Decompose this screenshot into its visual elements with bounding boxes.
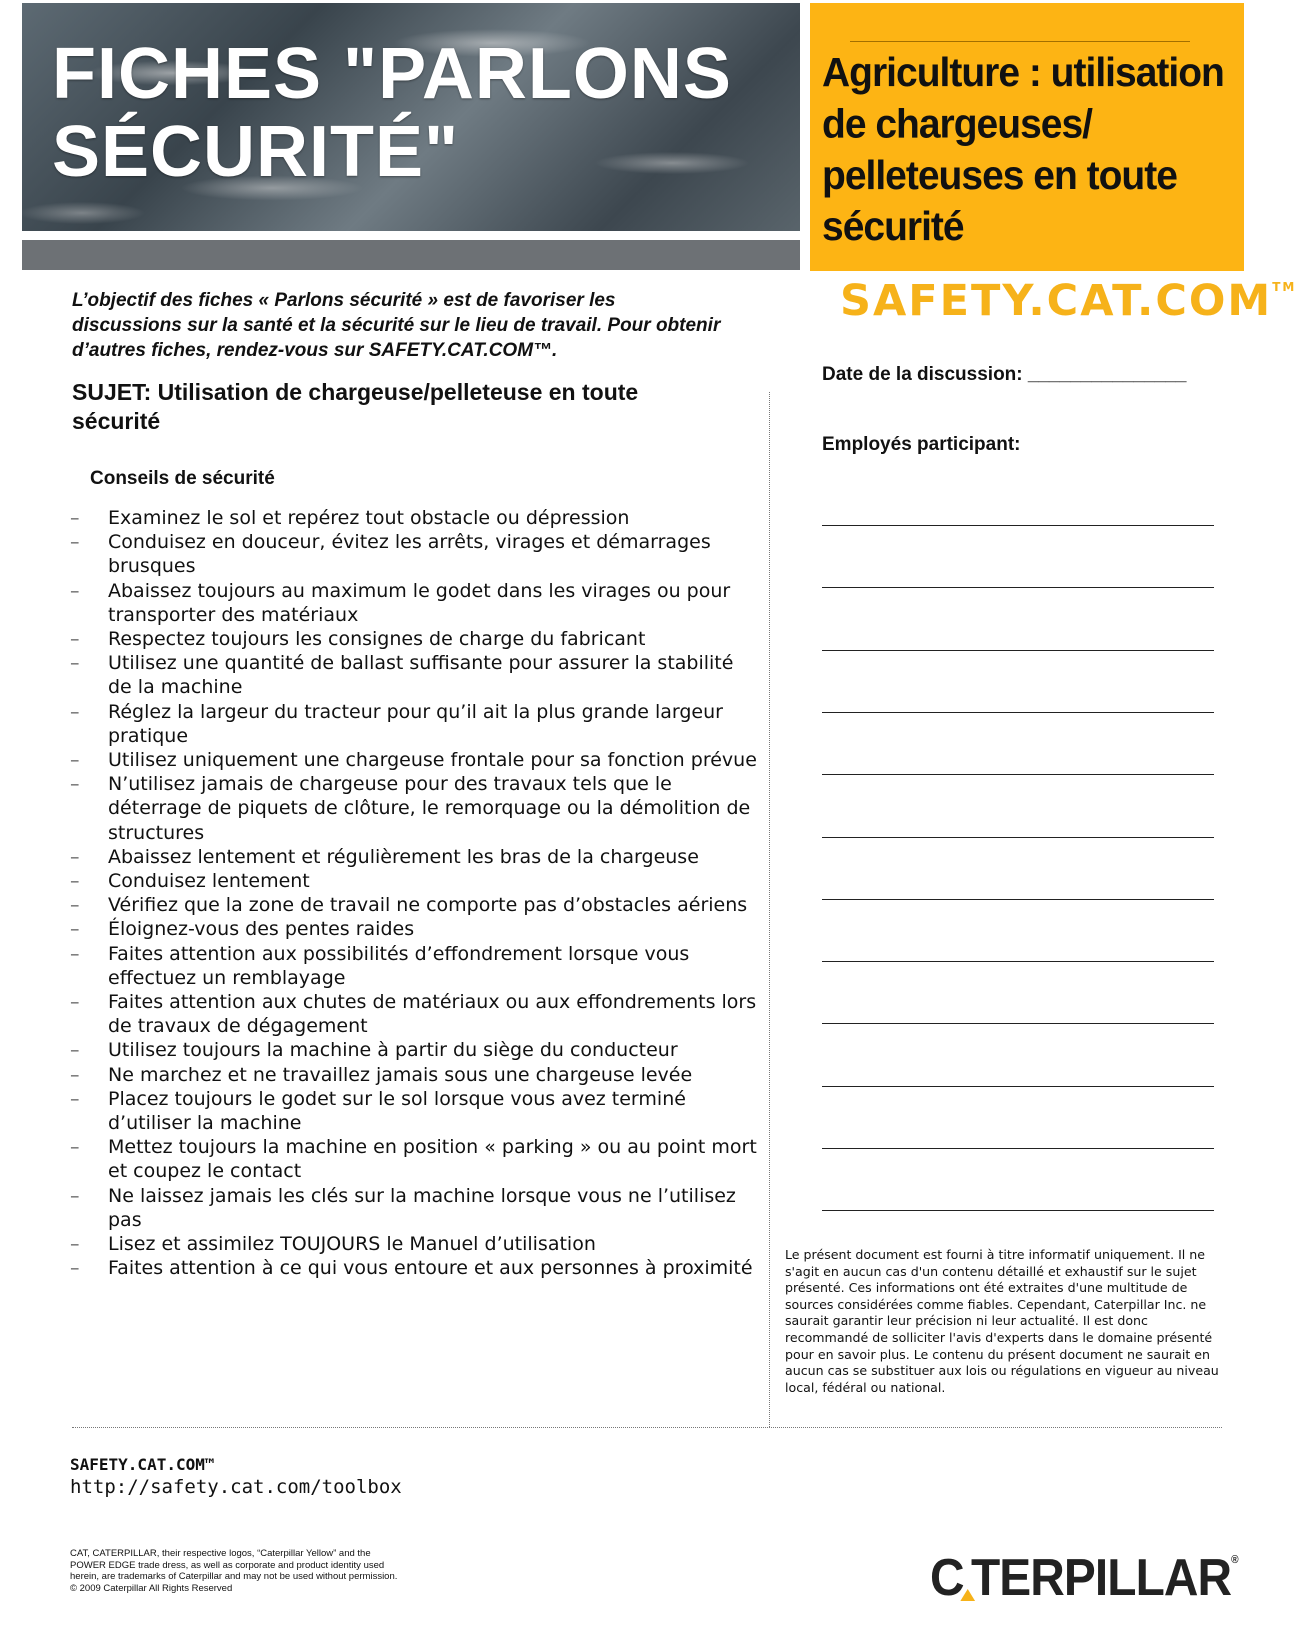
tip-dash-marker: –: [70, 700, 80, 723]
tip-item: [70, 579, 760, 627]
safety-cat-logo-tm: TM: [1272, 280, 1296, 294]
signature-line[interactable]: [822, 837, 1214, 838]
tip-item: [70, 893, 760, 917]
signature-line[interactable]: [822, 650, 1214, 651]
tip-text: N’utilisez jamais de chargeuse pour des travaux tels que le déterrage de piquets de clôture, le remorquage ou la démolition de structures: [108, 773, 751, 844]
tip-text: Conduisez en douceur, évitez les arrêts, virages et démarrages brusques: [108, 531, 711, 578]
tip-dash-marker: –: [70, 894, 80, 917]
tip-text: Ne laissez jamais les clés sur la machine lorsque vous ne l’utilisez pas: [108, 1184, 736, 1231]
caterpillar-logo-text-a: C: [930, 1549, 964, 1607]
discussion-date-field: Date de la discussion: _______________: [822, 364, 1187, 385]
header-banner: [22, 3, 800, 231]
tip-dash-marker: –: [70, 749, 80, 772]
disclaimer-text: Le présent document est fourni à titre informatif uniquement. Il ne s'agit en aucun cas d'un contenu détaillé et exhaustif sur le sujet présenté. Ces informations ont été extraites d'une multitude de sources considérées comme fiables. Cependant, Caterpillar Inc. ne saurait garantir leur précision ni leur actualité. Il est donc recommandé de solliciter l'avis d'experts dans le domaine présenté pour en savoir plus. Le contenu du présent document ne saurait en aucun cas se substituer aux lois ou régulations en vigueur au niveau local, fédéral ou national.: [785, 1247, 1219, 1395]
caterpillar-logo: [930, 1548, 1238, 1608]
tip-text: Utilisez toujours la machine à partir du siège du conducteur: [108, 1039, 678, 1062]
employees-label: Employés participant:: [822, 434, 1021, 455]
tip-text: Abaissez toujours au maximum le godet dans les virages ou pour transporter des matériaux: [108, 579, 731, 626]
tip-dash-marker: –: [70, 507, 80, 529]
tip-text: Vérifiez que la zone de travail ne comporte pas d’obstacles aériens: [108, 894, 748, 917]
tip-dash-marker: –: [70, 991, 80, 1014]
caterpillar-logo-reg: ®: [1231, 1554, 1238, 1566]
footer-url-link[interactable]: http://safety.cat.com/toolbox: [70, 1476, 402, 1498]
tip-item: [70, 651, 760, 699]
tip-item: [70, 917, 760, 941]
tip-text: Mettez toujours la machine en position « parking » ou au point mort et coupez le contact: [108, 1136, 757, 1183]
signature-line[interactable]: [822, 1210, 1214, 1211]
tip-text: Réglez la largeur du tracteur pour qu’il ait la plus grande largeur pratique: [108, 700, 723, 747]
tip-dash-marker: –: [70, 1136, 80, 1159]
tip-dash-marker: –: [70, 1063, 80, 1086]
tip-text: Utilisez uniquement une chargeuse frontale pour sa fonction prévue: [108, 749, 757, 772]
tip-item: [70, 1256, 760, 1280]
legal-notice: CAT, CATERPILLAR, their respective logos, “Caterpillar Yellow” and the POWER EDGE trade dress, as well as corporate and product identity used herein, are trademarks of Caterpillar and may not be used without permission. © 2009 Caterpillar All Rights Reserved: [70, 1548, 398, 1594]
tip-dash-marker: –: [70, 942, 80, 965]
signature-line[interactable]: [822, 1086, 1214, 1087]
tip-text: Lisez et assimilez TOUJOURS le Manuel d’utilisation: [108, 1233, 596, 1256]
safety-cat-logo-text: SAFETY.CAT.COM: [840, 276, 1273, 326]
signature-line[interactable]: [822, 1023, 1214, 1024]
tip-item: [70, 627, 760, 651]
signature-line[interactable]: [822, 525, 1214, 526]
tip-dash-marker: –: [70, 845, 80, 868]
tip-text: Ne marchez et ne travaillez jamais sous une chargeuse levée: [108, 1063, 693, 1086]
tip-dash-marker: –: [70, 531, 80, 554]
tip-item: [70, 530, 760, 578]
tip-item: [70, 700, 760, 748]
tip-dash-marker: –: [70, 773, 80, 796]
subject-heading: SUJET: Utilisation de chargeuse/pelleteuse en toute sécurité: [72, 379, 639, 434]
tip-dash-marker: –: [70, 1233, 80, 1256]
tip-dash-marker: –: [70, 918, 80, 941]
tip-item: [70, 1184, 760, 1232]
tip-text: Respectez toujours les consignes de charge du fabricant: [108, 628, 646, 651]
tip-dash-marker: –: [70, 1039, 80, 1062]
footer-divider: [72, 1427, 1222, 1428]
safety-cat-logo: [840, 276, 1296, 326]
caterpillar-triangle-icon: [960, 1589, 975, 1601]
signature-line[interactable]: [822, 587, 1214, 588]
tip-dash-marker: –: [70, 870, 80, 893]
tip-text: Utilisez une quantité de ballast suffisante pour assurer la stabilité de la machine: [108, 652, 734, 699]
signature-line[interactable]: [822, 1148, 1214, 1149]
tip-text: Faites attention à ce qui vous entoure et aux personnes à proximité: [108, 1257, 753, 1280]
safety-tips-list: [70, 506, 760, 1281]
tip-text: Conduisez lentement: [108, 870, 310, 893]
tip-text: Abaissez lentement et régulièrement les bras de la chargeuse: [108, 845, 699, 868]
tip-item: [70, 845, 760, 869]
footer-brand: SAFETY.CAT.COM™: [70, 1455, 215, 1474]
tip-dash-marker: –: [70, 652, 80, 675]
tip-item: [70, 942, 760, 990]
tip-item: [70, 990, 760, 1038]
topic-box-rule: [850, 41, 1190, 42]
tip-item: [70, 1038, 760, 1062]
tip-text: Faites attention aux chutes de matériaux ou aux effondrements lors de travaux de dégagement: [108, 991, 757, 1038]
tip-text: Faites attention aux possibilités d’effondrement lorsque vous effectuez un remblayage: [108, 942, 690, 989]
tip-item: [70, 1135, 760, 1183]
caterpillar-logo-text-b: TERPILLAR: [970, 1549, 1232, 1607]
tip-item: [70, 1063, 760, 1087]
tip-item: [70, 1087, 760, 1135]
tip-item: [70, 1232, 760, 1256]
tip-dash-marker: –: [70, 579, 80, 602]
tip-item: [70, 772, 760, 845]
tip-dash-marker: –: [70, 628, 80, 651]
tip-text: Éloignez-vous des pentes raides: [108, 918, 415, 941]
tips-heading: Conseils de sécurité: [90, 468, 275, 489]
topic-title: Agriculture : utilisation de chargeuses/ pelleteuses en toute sécurité: [822, 50, 1224, 250]
tip-text: Examinez le sol et repérez tout obstacle ou dépression: [108, 507, 630, 529]
signature-line[interactable]: [822, 961, 1214, 962]
banner-title: FICHES "PARLONS SÉCURITÉ": [52, 34, 732, 192]
topic-box: [810, 3, 1244, 271]
signature-line[interactable]: [822, 774, 1214, 775]
tip-dash-marker: –: [70, 1257, 80, 1280]
signature-line[interactable]: [822, 899, 1214, 900]
signature-line[interactable]: [822, 712, 1214, 713]
intro-text: L’objectif des fiches « Parlons sécurité » est de favoriser les discussions sur la santé et la sécurité sur le lieu de travail. Pour obtenir d’autres fiches, rendez-vous sur SAFETY.CAT.COM™.: [72, 290, 721, 361]
tip-item: [70, 506, 760, 530]
tip-item: [70, 748, 760, 772]
tip-dash-marker: –: [70, 1184, 80, 1207]
tip-item: [70, 869, 760, 893]
column-divider: [769, 392, 770, 1427]
tip-dash-marker: –: [70, 1087, 80, 1110]
tip-text: Placez toujours le godet sur le sol lorsque vous avez terminé d’utiliser la machine: [108, 1087, 686, 1135]
header-grey-bar: [22, 240, 800, 270]
